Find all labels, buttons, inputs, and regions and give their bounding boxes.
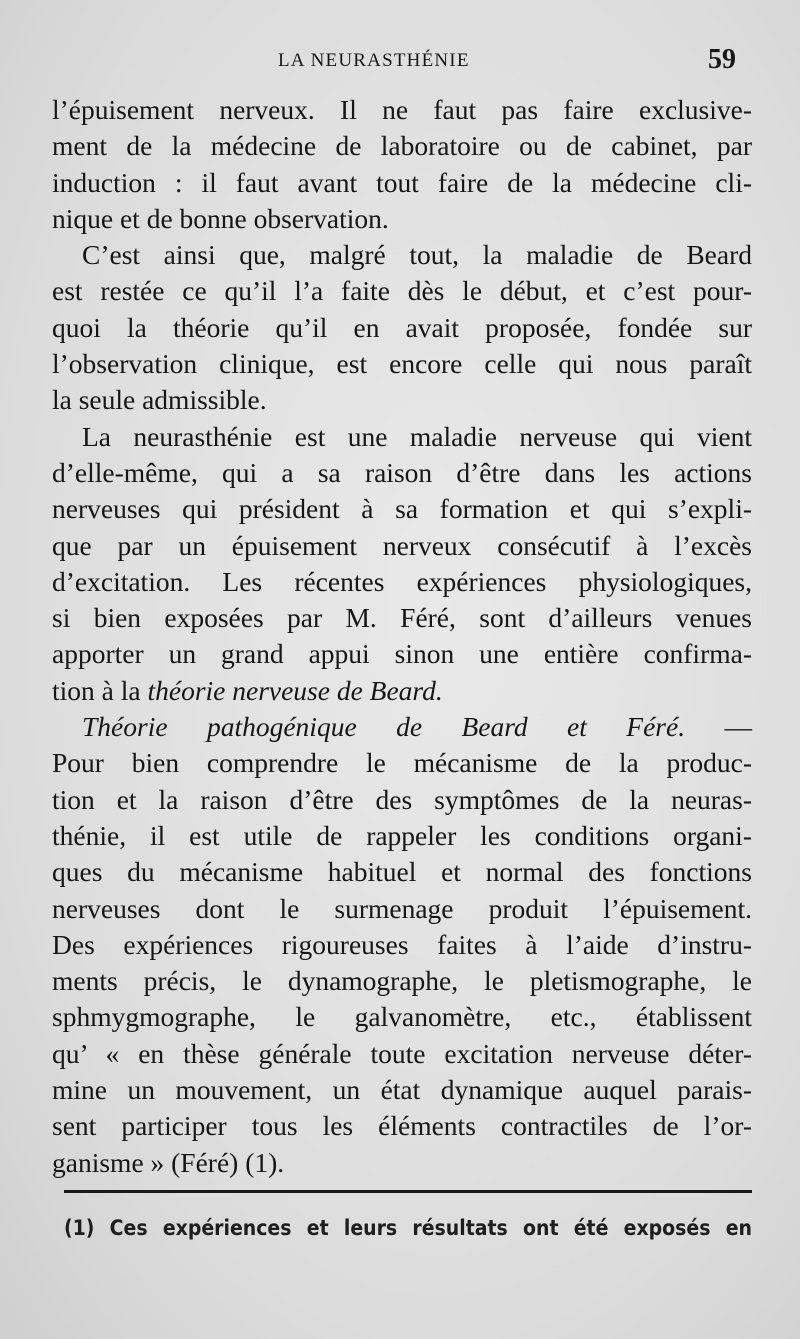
text-line: ques du mécanisme habituel et normal des fonctions [52, 856, 752, 888]
text-line: thénie, il est utile de rappeler les conditions organi- [52, 819, 752, 851]
page-header [0, 44, 800, 76]
text-line: Pour bien comprendre le mécanisme de la produc- [52, 747, 752, 779]
text-line: nerveuses dont le surmenage produit l’épuisement. [52, 892, 752, 924]
text-line: que par un épuisement nerveux consécutif à l’excès [52, 529, 752, 561]
text-line [52, 709, 752, 745]
running-title: LA NEURASTHÉNIE [278, 50, 470, 71]
text-line: qu’ « en thèse générale toute excitation nerveuse déter- [52, 1037, 752, 1069]
text-line: ment de la médecine de laboratoire ou de cabinet, par [52, 130, 752, 162]
text-fragment: — [685, 711, 753, 743]
text-line: si bien exposées par M. Féré, sont d’ailleurs venues [52, 602, 752, 634]
text-line: l’observation clinique, est encore celle qui nous paraît [52, 348, 752, 380]
text-line: induction : il faut avant tout faire de la médecine cli- [52, 166, 752, 198]
text-line: est restée ce qu’il l’a faite dès le début, et c’est pour- [52, 275, 752, 307]
text-line: sphmygmographe, le galvanomètre, etc., établissent [52, 1001, 752, 1033]
text-line: l’épuisement nerveux. Il ne faut pas faire exclusive- [52, 94, 752, 125]
text-line: la seule admissible. [52, 384, 267, 416]
text-line: d’elle-même, qui a sa raison d’être dans les actions [52, 456, 752, 488]
page-number: 59 [708, 44, 736, 75]
text-line: apporter un grand appui sinon une entière confirma- [52, 638, 752, 670]
text-line [52, 673, 752, 709]
text-line: quoi la théorie qu’il en avait proposée, fondée sur [52, 311, 752, 343]
text-line: sent participer tous les éléments contractiles de l’or- [52, 1110, 752, 1142]
text-line: nique et de bonne observation. [52, 202, 389, 234]
section-heading: Théorie pathogénique de Beard et Féré. [82, 711, 686, 743]
text-line: nerveuses qui président à sa formation et qui s’expli- [52, 493, 752, 525]
body-text [52, 92, 752, 1181]
text-line: Des expériences rigoureuses faites à l’aide d’instru- [52, 928, 752, 960]
footnote: (1) Ces expériences et leurs résultats ont été exposés en [64, 1216, 752, 1240]
text-line: mine un mouvement, un état dynamique auquel parais- [52, 1074, 752, 1106]
footnote-divider [64, 1190, 752, 1193]
text-line: ganisme » (Féré) (1). [52, 1146, 285, 1178]
italic-fragment: théorie nerveuse de Beard. [147, 674, 443, 706]
text-line: d’excitation. Les récentes expériences physiologiques, [52, 565, 752, 597]
text-line: La neurasthénie est une maladie nerveuse qui vient [82, 420, 752, 452]
text-line: ments précis, le dynamographe, le pletismographe, le [52, 965, 752, 997]
text-fragment: tion à la [52, 674, 148, 706]
text-line: tion et la raison d’être des symptômes de la neuras- [52, 783, 752, 815]
text-line: C’est ainsi que, malgré tout, la maladie de Beard [82, 239, 752, 271]
